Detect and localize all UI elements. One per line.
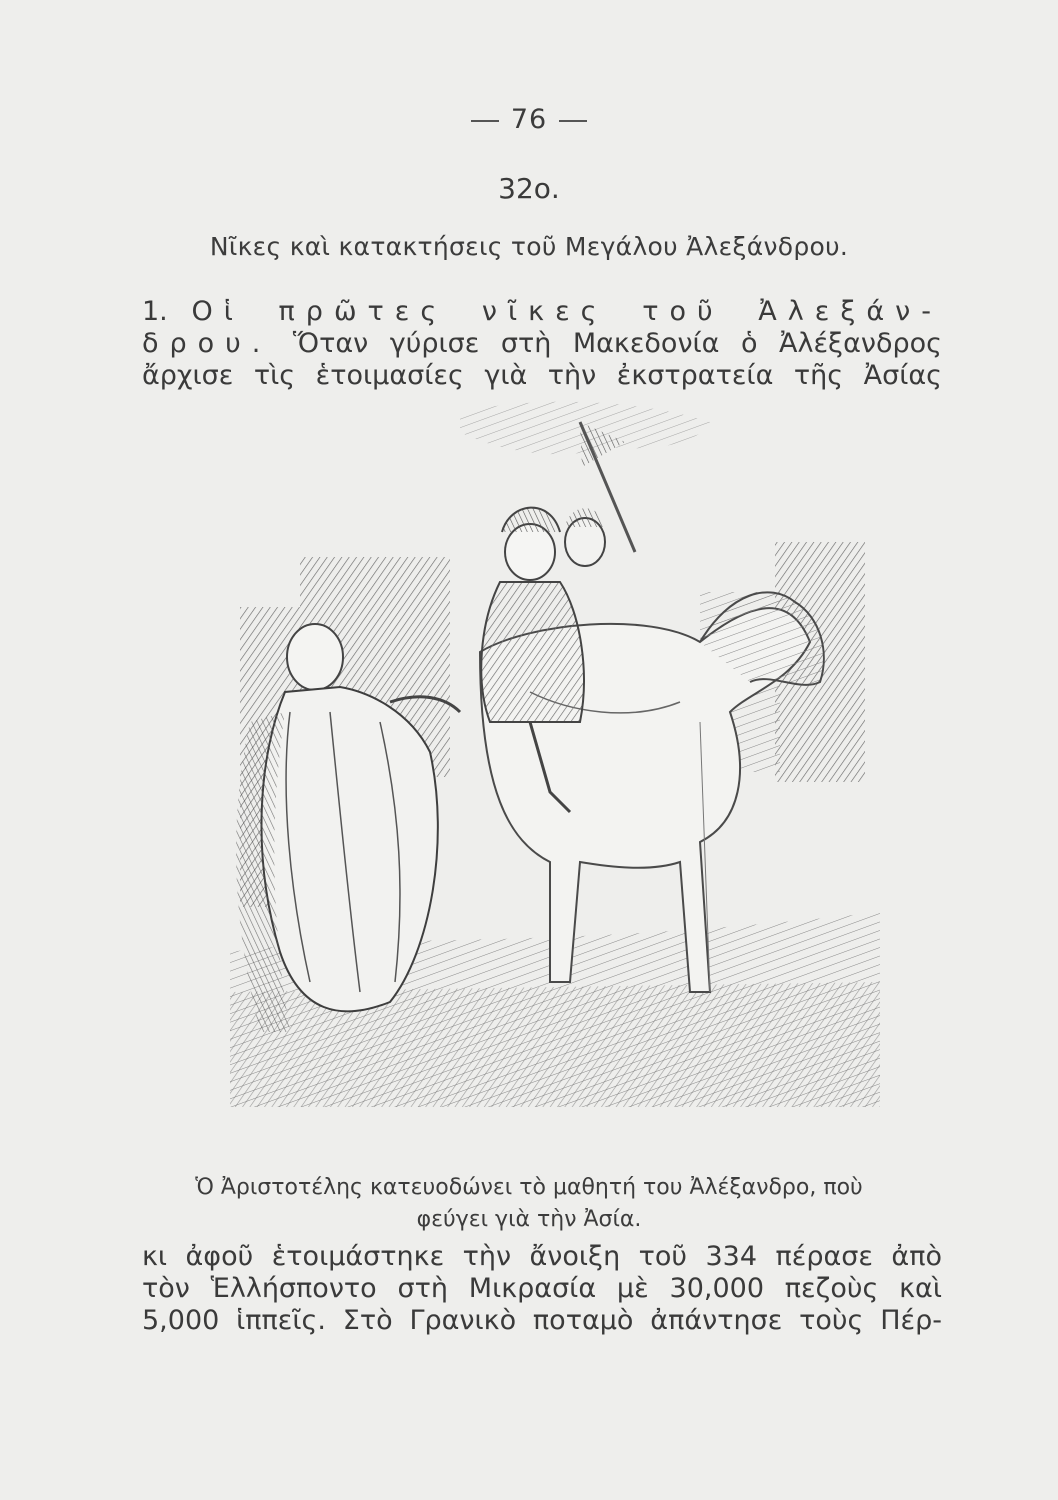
continuation-line-3: 5,000 ἱππεῖς. Στὸ Γρανικὸ ποταμὸ ἀπάντησε τοὺς Πέρ- xyxy=(142,1305,942,1336)
paragraph-text-line-2: Ὅταν γύρισε στὴ Μακεδονία ὁ Ἀλέξανδρος xyxy=(292,328,942,359)
section-number: 1. xyxy=(142,296,168,327)
continuation-line-2: τὸν Ἑλλήσποντο στὴ Μικρασία μὲ 30,000 πεζοὺς καὶ xyxy=(142,1273,942,1304)
illustration-caption xyxy=(0,1172,1058,1236)
section-heading-text: Οἱ πρῶτες νῖκες τοῦ Ἀλεξάν- xyxy=(191,296,943,327)
continuation-line-1: κι ἀφοῦ ἑτοιμάστηκε τὴν ἄνοιξη τοῦ 334 πέρασε ἀπὸ xyxy=(142,1241,942,1272)
page-number xyxy=(0,104,1058,135)
dash-left xyxy=(471,120,499,122)
dash-right xyxy=(559,120,587,122)
engraving-illustration xyxy=(230,392,880,1107)
section-paragraph xyxy=(142,296,942,392)
section-heading-line-2 xyxy=(142,328,942,360)
caption-line-1: Ὁ Ἀριστοτέλης κατευοδώνει τὸ μαθητή του Ἀλέξανδρο, ποὺ xyxy=(195,1175,863,1200)
caption-line-2: φεύγει γιὰ τὴν Ἀσία. xyxy=(416,1207,642,1232)
chapter-number: 32ο. xyxy=(498,172,560,205)
chapter-title: Νῖκες καὶ κατακτήσεις τοῦ Μεγάλου Ἀλεξάνδρου. xyxy=(209,232,849,261)
paragraph-text-line-3: ἄρχισε τὶς ἑτοιμασίες γιὰ τὴν ἐκστρατεία τῆς Ἀσίας xyxy=(142,360,942,391)
continuation-paragraph xyxy=(142,1241,942,1337)
section-heading-line-1 xyxy=(142,296,942,328)
section-heading-end: δρου. xyxy=(142,328,272,359)
page-number-value: 76 xyxy=(510,104,548,135)
